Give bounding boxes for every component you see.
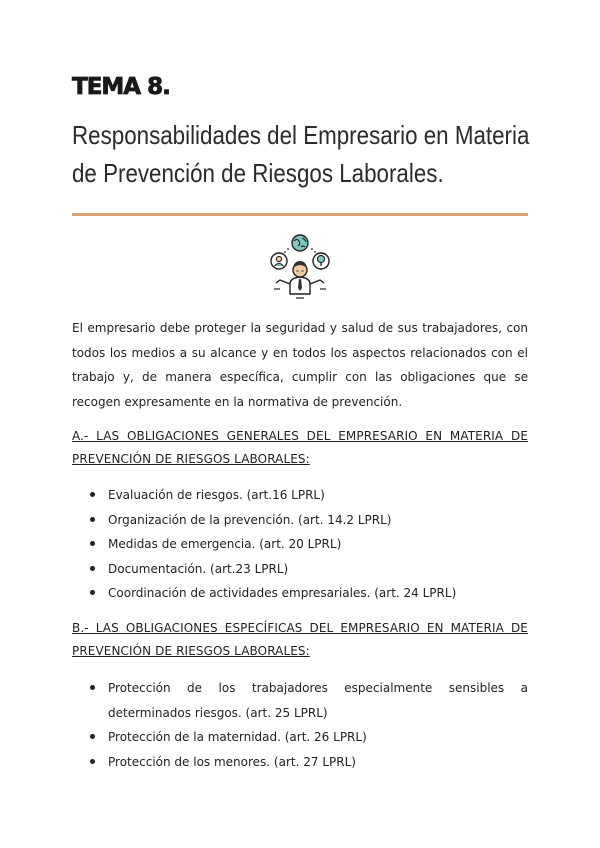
page-title: Responsabilidades del Empresario en Materia de Prevención de Riesgos Laborales.	[72, 120, 530, 188]
list-item: Documentación. (art.23 LPRL)	[84, 557, 528, 582]
list-item: Protección de la maternidad. (art. 26 LPRL)	[84, 725, 528, 750]
section-b-heading: B.- LAS OBLIGACIONES ESPECÍFICAS DEL EMPRESARIO EN MATERIA DE PREVENCIÓN DE RIESGOS LABORALES:	[72, 621, 528, 658]
manager-juggling-icon	[266, 234, 334, 302]
list-item: Evaluación de riesgos. (art.16 LPRL)	[84, 483, 528, 508]
list-item: Organización de la prevención. (art. 14.2 LPRL)	[84, 508, 528, 533]
title-divider	[72, 213, 528, 216]
section-a-list	[84, 483, 528, 606]
topic-number: TEMA 8.	[72, 74, 170, 100]
manager-juggling-svg	[266, 234, 334, 302]
list-item: Protección de los menores. (art. 27 LPRL)	[84, 750, 528, 775]
intro-paragraph: El empresario debe proteger la seguridad y salud de sus trabajadores, con todos los medios a su alcance y en todos los aspectos relacionados con el trabajo y, de manera específica, cumplir con las obligaciones que se recogen expresamente en la normativa de prevención.	[72, 321, 528, 409]
section-b-list	[84, 676, 528, 774]
section-a-heading: A.- LAS OBLIGACIONES GENERALES DEL EMPRESARIO EN MATERIA DE PREVENCIÓN DE RIESGOS LABORALES:	[72, 429, 528, 466]
list-item: Protección de los trabajadores especialmente sensibles a determinados riesgos. (art. 25 LPRL)	[84, 676, 528, 725]
list-item: Coordinación de actividades empresariales. (art. 24 LPRL)	[84, 581, 528, 606]
list-item: Medidas de emergencia. (art. 20 LPRL)	[84, 532, 528, 557]
